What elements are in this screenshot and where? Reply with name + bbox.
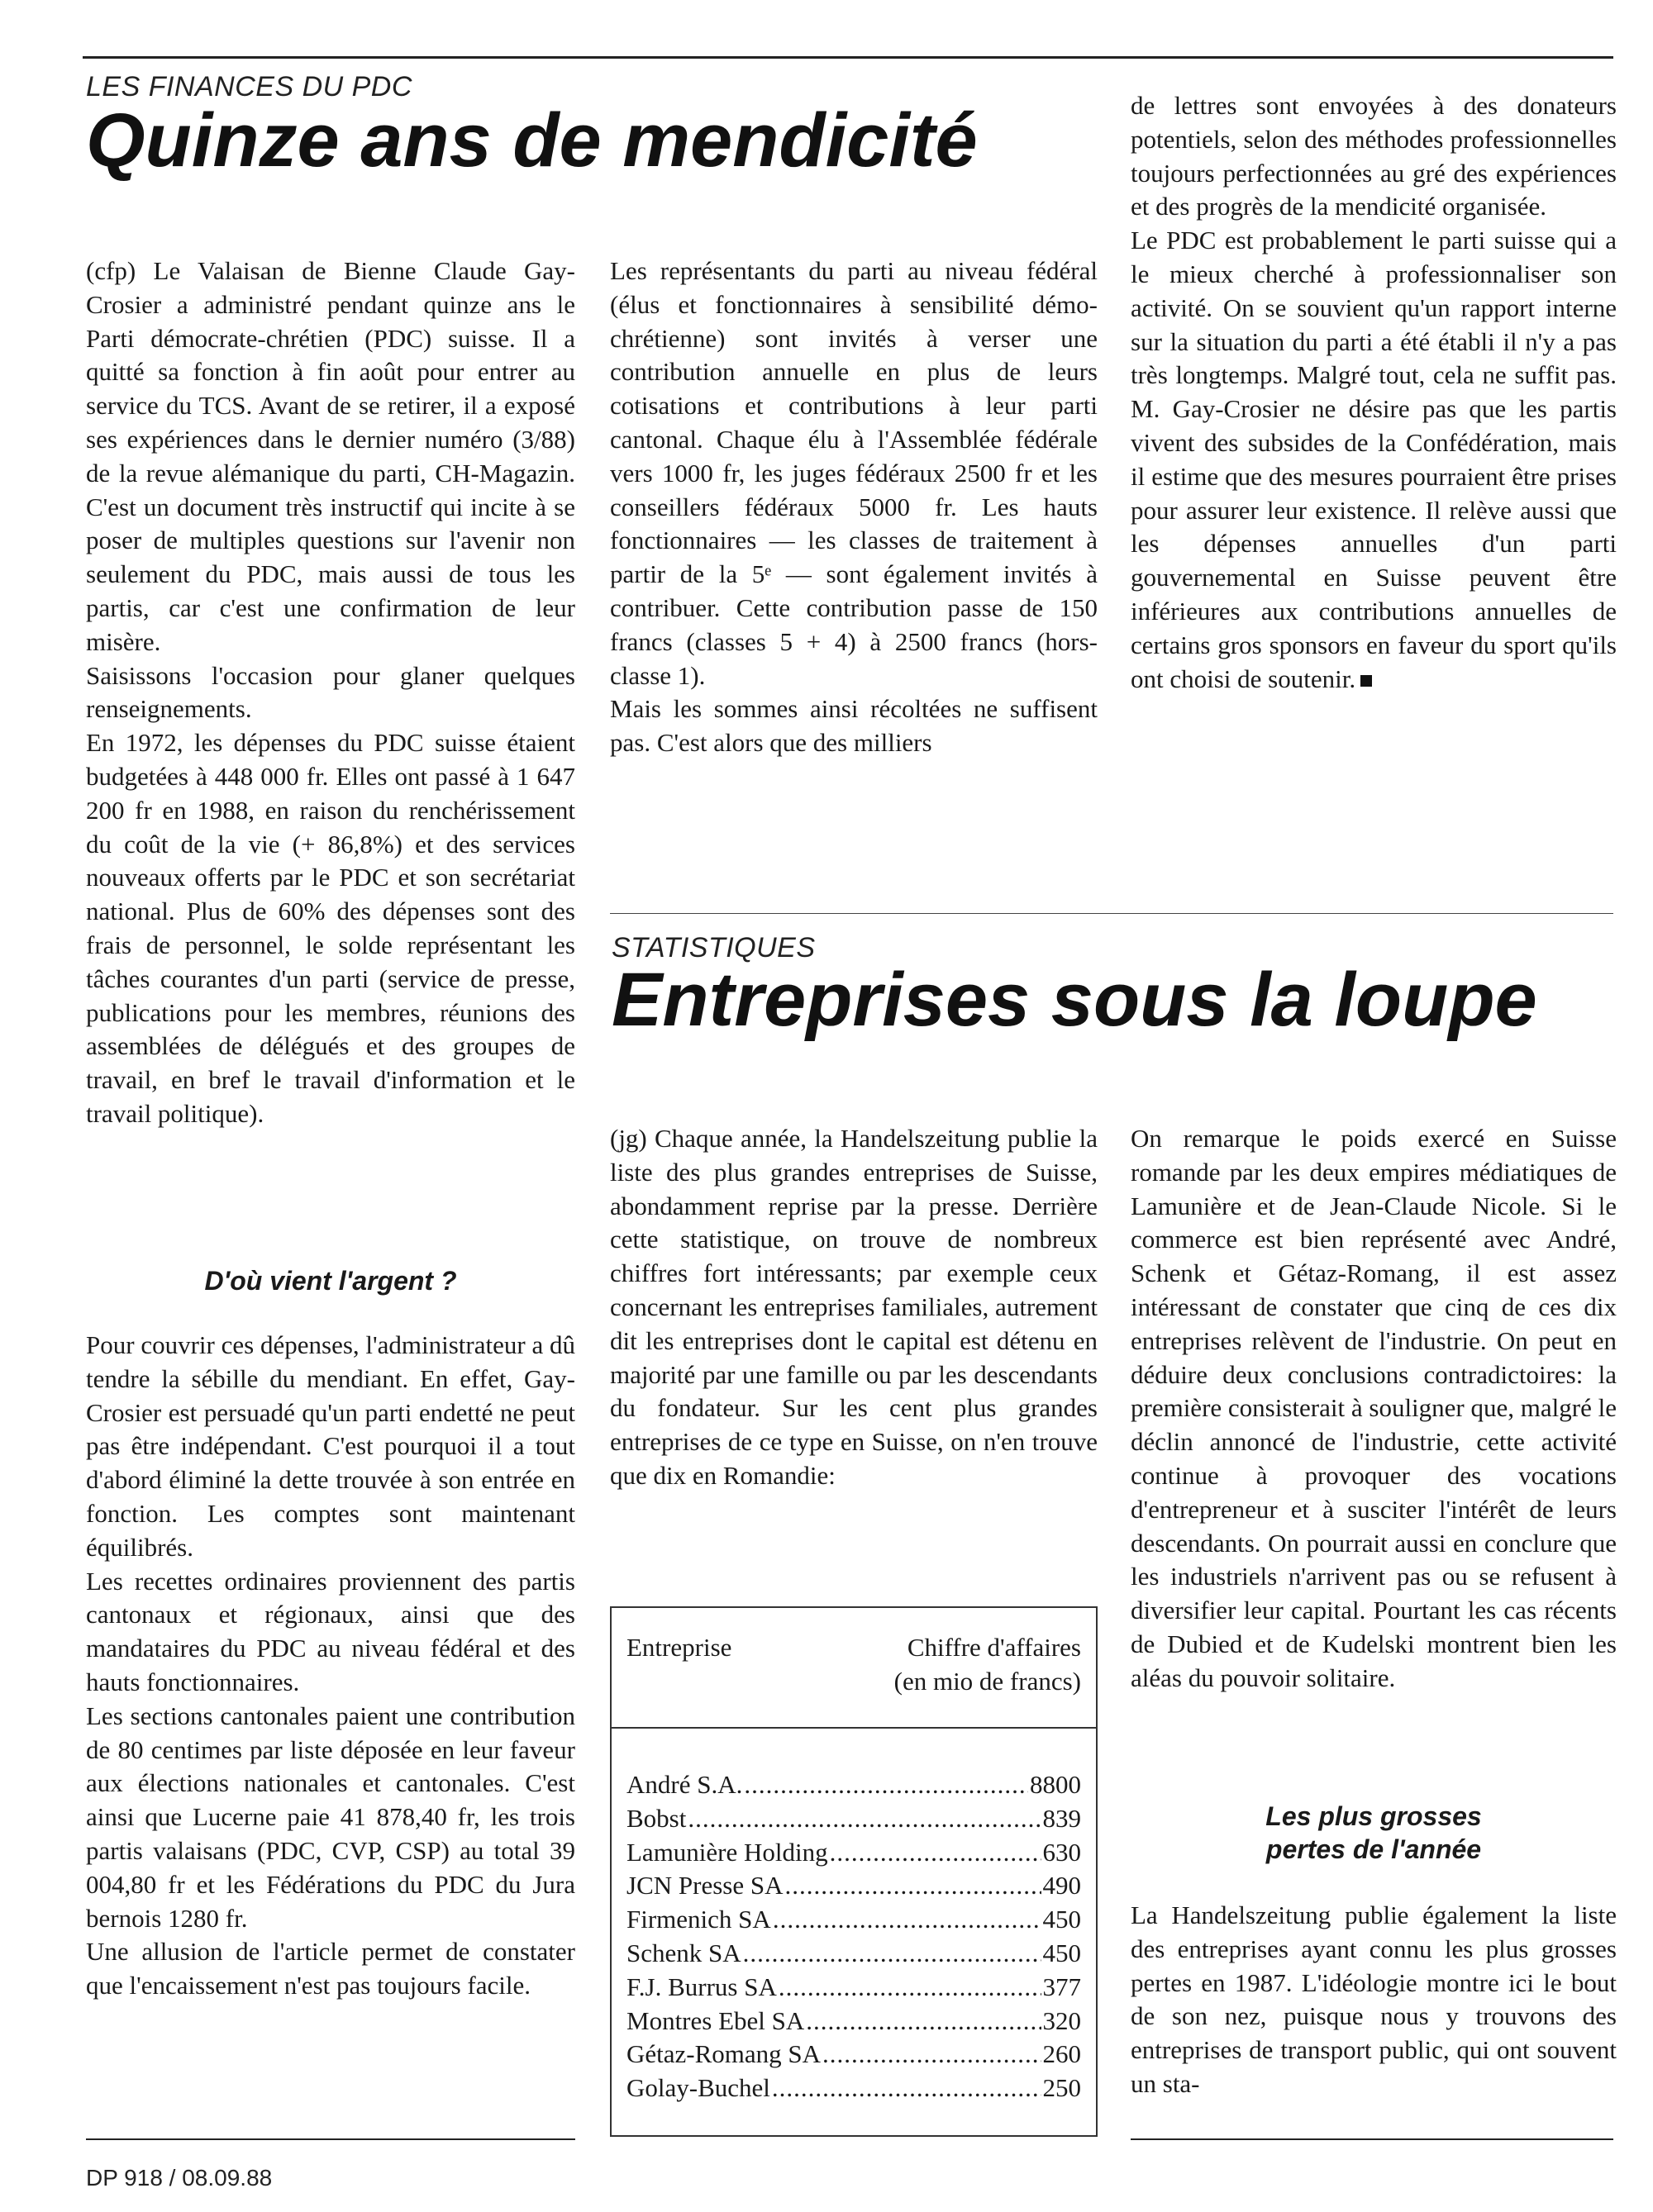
bottom-rule-left — [86, 2138, 575, 2140]
table-row — [626, 2005, 1081, 2038]
table-row-value: 8800 — [1030, 1770, 1081, 1799]
article1-col3-para-1: de lettres sont envoyées à des donateurs potentiels, selon des méthodes professionnelles toujours perfectionnées au gré des expériences et des progrès de la mendicité organisée. — [1131, 91, 1617, 221]
article2-subhead-line2: pertes de l'année — [1265, 1834, 1482, 1864]
article1-headline: Quinze ans de mendicité — [86, 98, 978, 183]
table-row-value: 630 — [1042, 1837, 1081, 1867]
table-row — [626, 1869, 1081, 1903]
table-row-name: André S.A. — [626, 1770, 743, 1799]
end-of-article-mark — [1360, 675, 1372, 687]
leader-dots — [830, 1836, 1041, 1870]
article2-subhead-line1: Les plus grosses — [1265, 1801, 1482, 1831]
article2-top-rule — [610, 913, 1613, 914]
article1-subhead: D'où vient l'argent ? — [204, 1266, 457, 1296]
table-row-value: 250 — [1042, 2073, 1081, 2103]
table-row-name: JCN Presse SA — [626, 1871, 784, 1900]
leader-dots — [772, 2072, 1041, 2105]
page-footer: DP 918 / 08.09.88 — [86, 2165, 273, 2191]
table-row-value: 839 — [1042, 1803, 1081, 1833]
leader-dots — [773, 1903, 1041, 1937]
leader-dots — [822, 2038, 1041, 2072]
table-row — [626, 1836, 1081, 1870]
table-header-revenue-line1: Chiffre d'affaires — [907, 1633, 1081, 1662]
article2-col3b-para: La Handelszeitung publie également la liste des entreprises ayant connu les plus grosses pertes en 1987. L'idéologie montre ici le bout de son nez, puisque nous y trouvons des entreprises de transport public, qui ont souvent un sta- — [1131, 1900, 1617, 2098]
leader-dots — [744, 1768, 1028, 1802]
article2-column-3 — [1131, 1122, 1617, 1696]
table-header-revenue-line2: (en mio de francs) — [893, 1666, 1081, 1696]
article1-column-3 — [1131, 89, 1617, 696]
article2-col3-para: On remarque le poids exercé en Suisse romande par les deux empires médiatiques de Lamunière et de Jean-Claude Nicole. Si le commerce est bien représenté avec André, Schenk et Gétaz-Romang, il est assez intéressant de constater que cinq de ces dix entreprises relèvent de l'industrie. On peut en déduire deux conclusions contradictoires: la première consisterait à souligner que, malgré le déclin annoncé de l'industrie, cette activité continue à provoquer des vocations d'entrepreneur et à susciter l'intérêt de leurs descendants. On pourrait aussi en conclure que les industriels n'arrivent pas ou se refusent à diversifier leur capital. Pourtant les cas récents de Dubied et de Kudelski montrent bien les aléas du pouvoir solitaire. — [1131, 1124, 1617, 1692]
table-row — [626, 1971, 1081, 2005]
leader-dots — [784, 1869, 1041, 1903]
table-row-value: 320 — [1042, 2005, 1081, 2035]
table-row — [626, 2072, 1081, 2105]
table-row-value: 450 — [1042, 1905, 1081, 1934]
table-row-value: 450 — [1042, 1938, 1081, 1967]
table-header-revenue — [894, 1631, 1081, 1699]
article2-kicker: STATISTIQUES — [612, 932, 816, 963]
article1-col1-para-2: Saisissons l'occasion pour glaner quelques renseignements. — [86, 660, 575, 724]
leader-dots — [779, 1971, 1041, 2005]
article1-kicker: LES FINANCES DU PDC — [86, 71, 412, 102]
article1-col1b-para-4: Une allusion de l'article permet de constater que l'encaissement n'est pas toujours facile. — [86, 1937, 575, 2000]
table-row — [626, 1937, 1081, 1971]
article2-col2-para: (jg) Chaque année, la Handelszeitung publie la liste des plus grandes entreprises de Suisse, abondamment reprise par la presse. Derrière cette statistique, on trouve de nombreux chiffres fort intéressants; par exemple ceux concernant les entreprises familiales, autrement dit les entreprises dont le capital est détenu en majorité par une famille ou par les descendants du fondateur. Sur les cent plus grandes entreprises de ce type en Suisse, on n'en trouve que dix en Romandie: — [610, 1124, 1098, 1490]
table-row-name: Bobst — [626, 1803, 687, 1833]
article1-col1-para-1: (cfp) Le Valaisan de Bienne Claude Gay-Crosier a administré pendant quinze ans le Parti démocrate-chrétien (PDC) suisse. Il a quitté sa fonction à fin août pour entrer au service du TCS. Avant de se retirer, il a exposé ses expériences dans le dernier numéro (3/88) de la revue alémanique du parti, CH-Magazin. C'est un document très instructif qui incite à se poser de multiples questions sur l'avenir non seulement du PDC, mais aussi de tous les partis, car c'est une confirmation de leur misère. — [86, 256, 575, 656]
table-row-value: 490 — [1042, 1871, 1081, 1900]
article1-col2-para-1: Les représentants du parti au niveau fédéral (élus et fonctionnaires à sensibilité démo-chrétienne) sont invités à verser une contribution annuelle en plus de leurs cotisations et contributions à leur parti cantonal. Chaque élu à l'Assemblée fédérale vers 1000 fr, les juges fédéraux 2500 fr et les conseillers fédéraux 5000 fr. Les hauts fonctionnaires — les classes de traitement à partir de la 5ᵉ — sont également invités à contribuer. Cette contribution passe de 150 francs (classes 5 + 4) à 2500 francs (hors-classe 1). — [610, 256, 1098, 690]
article1-col1-para-3: En 1972, les dépenses du PDC suisse étaient budgetées à 448 000 fr. Elles ont passé à 1 647 200 fr en 1988, en raison du renchérissement du coût de la vie (+ 86,8%) et des services nouveaux offerts par le PDC et son secrétariat national. Plus de 60% des dépenses sont des frais de personnel, le solde représentant les tâches courantes d'un parti (service de presse, publications pour les membres, réunions des assemblées de délégués et des groupes de travail, en bref le travail d'information et le travail politique). — [86, 728, 575, 1128]
table-row-name: Firmenich SA — [626, 1905, 771, 1934]
table-row-value: 377 — [1042, 1972, 1081, 2001]
table-row-name: Gétaz-Romang SA — [626, 2039, 822, 2069]
table-header-entreprise: Entreprise — [626, 1633, 732, 1662]
article1-column-1b — [86, 1329, 575, 2003]
article2-subhead — [1131, 1800, 1617, 1866]
table-row-name: F.J. Burrus SA — [626, 1972, 777, 2001]
article1-col1b-para-2: Les recettes ordinaires proviennent des partis cantonaux et régionaux, ainsi que des mandataires du PDC au niveau fédéral et des hauts fonctionnaires. — [86, 1566, 575, 1696]
table-row — [626, 2038, 1081, 2072]
table-row — [626, 1768, 1081, 1802]
article1-col1b-para-1: Pour couvrir ces dépenses, l'administrateur a dû tendre la sébille du mendiant. En effet, Gay-Crosier est persuadé qu'un parti endetté ne peut pas être indépendant. C'est pourquoi il a tout d'abord éliminé la dette trouvée à son entrée en fonction. Les comptes sont maintenant équilibrés. — [86, 1330, 575, 1562]
article1-col1b-para-3: Les sections cantonales paient une contribution de 80 centimes par liste déposée en leur faveur aux élections nationales et cantonales. C'est ainsi que Lucerne paie 41 878,40 fr, les trois partis valaisans (PDC, CVP, CSP) au total 39 004,80 fr et les Fédérations du PDC du Jura bernois 1280 fr. — [86, 1701, 575, 1933]
table-row-name: Schenk SA — [626, 1938, 741, 1967]
table-header — [612, 1608, 1096, 1729]
table-row-value: 260 — [1042, 2039, 1081, 2069]
article1-column-1 — [86, 254, 575, 1131]
top-rule — [83, 56, 1613, 59]
table-row-name: Lamunière Holding — [626, 1837, 828, 1867]
article1-col3-para-2: Le PDC est probablement le parti suisse qui a le mieux cherché à professionnaliser son activité. On se souvient qu'un rapport interne sur la situation du parti a été établi il n'y a pas très longtemps. Malgré tout, cela ne suffit pas. M. Gay-Crosier ne désire pas que les partis vivent des subsides de la Confédération, mais il estime que des mesures pourraient être prises pour assurer leur existence. Il relève aussi que les dépenses annuelles d'un parti gouvernemental en Suisse peuvent être inférieures aux contributions annuelles de certains gros sponsors en faveur du sport qu'ils ont choisi de soutenir. — [1131, 226, 1617, 693]
table-row-name: Montres Ebel SA — [626, 2005, 805, 2035]
bottom-rule-right — [1131, 2138, 1613, 2140]
leader-dots — [806, 2005, 1041, 2038]
article2-column-3b — [1131, 1899, 1617, 2101]
table-row — [626, 1802, 1081, 1836]
table-body — [612, 1729, 1096, 2105]
table-row — [626, 1903, 1081, 1937]
article2-headline: Entreprises sous la loupe — [612, 958, 1537, 1042]
table-row-name: Golay-Buchel — [626, 2073, 770, 2103]
article2-column-2 — [610, 1122, 1098, 1493]
revenue-table — [610, 1606, 1098, 2137]
article1-column-2 — [610, 254, 1098, 760]
article1-col2-para-2: Mais les sommes ainsi récoltées ne suffisent pas. C'est alors que des milliers — [610, 694, 1098, 758]
leader-dots — [743, 1937, 1041, 1971]
leader-dots — [688, 1802, 1041, 1836]
